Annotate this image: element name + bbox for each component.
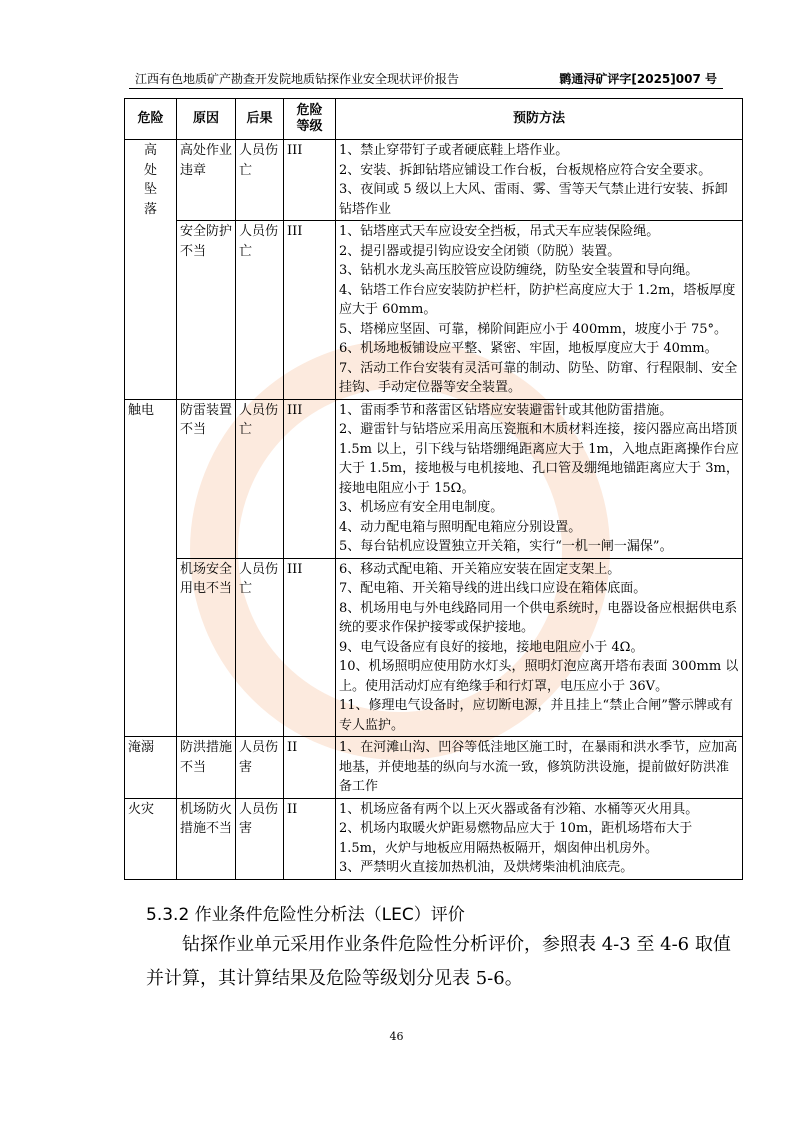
measure-item: 6、机场地板铺设应平整、紧密、牢固，地板厚度应大于 40mm。	[339, 341, 718, 356]
prevention-measures	[336, 399, 743, 558]
hazard-level: II	[284, 798, 336, 879]
prevention-measures	[336, 737, 743, 799]
hazard-level: III	[284, 140, 336, 221]
hazard-cause: 防雷装置不当	[177, 399, 236, 558]
hazard-category: 淹溺	[125, 737, 177, 799]
measure-item: 1、机场应备有两个以上灭火器或备有沙箱、水桶等灭火用具。	[339, 801, 699, 817]
col-header-level	[284, 99, 336, 140]
hazard-cause: 防洪措施不当	[177, 737, 236, 799]
hazard-category-char: 落	[143, 201, 157, 217]
measure-item: 2、机场内取暖火炉距易燃物品应大于 10m，距机场塔布大于 1.5m，火炉与地板应用隔热板隔开，烟囱伸出机房外。	[339, 821, 693, 856]
measure-item: 1、钻塔座式天车应设安全挡板，吊式天车应装保险绳。	[339, 224, 660, 239]
hazard-consequence: 人员伤亡	[236, 558, 284, 737]
hazard-level: III	[284, 221, 336, 400]
measure-item: 4、动力配电箱与照明配电箱应分别设置。	[339, 519, 582, 535]
measure-item: 8、机场用电与外电线路同用一个供电系统时，电器设备应根据供电系统的要求作保护接零或保护接地。	[339, 600, 738, 635]
hazard-cause: 机场防火措施不当	[177, 798, 236, 879]
prevention-measures	[336, 221, 743, 400]
hazard-level: III	[284, 558, 336, 737]
hazard-consequence: 人员伤亡	[236, 399, 284, 558]
measure-item: 6、移动式配电箱、开关箱应安装在固定支架上。	[339, 561, 621, 577]
page-header	[129, 68, 723, 89]
hazard-category-char: 处	[143, 162, 157, 178]
measure-item: 3、夜间或 5 级以上大风、雷雨、雾、雪等天气禁止进行安装、拆卸钻塔作业	[339, 182, 728, 217]
prevention-measures	[336, 558, 743, 737]
col-header-cause: 原因	[177, 99, 236, 140]
table-header-row	[125, 99, 743, 140]
header-org-title: 江西有色地质矿产勘查开发院地质钻探作业安全现状评价报告	[135, 72, 460, 86]
table-row	[125, 221, 743, 400]
hazard-cause: 机场安全用电不当	[177, 558, 236, 737]
measure-item: 1、在河滩山沟、凹谷等低洼地区施工时，在暴雨和洪水季节，应加高地基，并使地基的纵向与水流一致，修筑防洪设施，提前做好防洪准备工作	[339, 740, 738, 794]
hazard-consequence: 人员伤害	[236, 737, 284, 799]
prevention-measures	[336, 140, 743, 221]
col-header-consequence: 后果	[236, 99, 284, 140]
table-row	[125, 558, 743, 737]
hazard-consequence: 人员伤亡	[236, 140, 284, 221]
measure-item: 3、钻机水龙头高压胶管应设防缠绕，防坠安全装置和导向绳。	[339, 263, 699, 278]
table-row	[125, 737, 743, 799]
hazard-category: 火灾	[125, 798, 177, 879]
hazard-category-char: 坠	[143, 182, 157, 197]
measure-item: 9、电气设备应有良好的接地，接地电阻应小于 4Ω。	[339, 639, 644, 655]
measure-item: 2、避雷针与钻塔应采用高压瓷瓶和木质材料连接，接闪器应高出塔顶 1.5m 以上，引下线与钻塔绷绳距离应大于 1m，入地点距离操作台应大于 1.5m，接地极与电机接地、孔口管及绷绳地锚距离应大于 3m，接地电阻应小于 15Ω。	[339, 422, 739, 496]
table-row	[125, 798, 743, 879]
hazard-level: III	[284, 399, 336, 558]
measure-item: 10、机场照明应使用防水灯头，照明灯泡应离开塔布表面 300mm 以上。使用活动灯应有绝缘手和行灯罩，电压应小于 36V。	[339, 659, 739, 694]
hazard-category: 触电	[125, 399, 177, 737]
header-report-number: 鹮通浔矿评字[2025]007 号	[559, 72, 717, 86]
measure-item: 2、安装、拆卸钻塔应铺设工作台板，台板规格应符合安全要求。	[339, 162, 712, 178]
prevention-measures	[336, 798, 743, 879]
measure-item: 5、每台钻机应设置独立开关箱，实行“一机一闸一漏保”。	[339, 539, 673, 554]
hazard-cause: 高处作业违章	[177, 140, 236, 221]
hazard-consequence: 人员伤亡	[236, 221, 284, 400]
measure-item: 7、配电箱、开关箱导线的进出线口应设在箱体底面。	[339, 581, 647, 596]
measure-item: 1、禁止穿带钉子或者硬底鞋上塔作业。	[339, 143, 569, 158]
hazard-category	[125, 140, 177, 400]
col-header-level-text: 危险 等级	[296, 103, 323, 134]
table-row	[125, 140, 743, 221]
section-heading: 5.3.2 作业条件危险性分析法（LEC）评价	[146, 905, 465, 925]
hazard-cause: 安全防护不当	[177, 221, 236, 400]
measure-item: 1、雷雨季节和落雷区钻塔应安装避雷针或其他防雷措施。	[339, 402, 673, 418]
measure-item: 4、钻塔工作台应安装防护栏杆，防护栏高度应大于 1.2m，塔板厚度应大于 60mm。	[339, 282, 736, 317]
measure-item: 3、严禁明火直接加热机油，及烘烤柴油机油底壳。	[339, 860, 634, 875]
measure-item: 5、塔梯应坚固、可靠，梯阶间距应小于 400mm，坡度小于 75°。	[339, 321, 728, 337]
measure-item: 2、提引器或提引钩应设安全闭锁（防脱）装置。	[339, 243, 621, 259]
hazard-category-char: 高	[143, 143, 157, 158]
body-paragraph: 钻探作业单元采用作业条件危险性分析评价，参照表 4-3 至 4-6 取值并计算，其计算结果及危险等级划分见表 5-6。	[146, 934, 731, 989]
page-number: 46	[389, 1030, 404, 1043]
hazard-level: II	[284, 737, 336, 799]
measure-item: 3、机场应有安全用电制度。	[339, 500, 504, 515]
measure-item: 11、修理电气设备时，应切断电源，并且挂上“禁止合闸”警示牌或有专人监护。	[339, 698, 733, 733]
table-row	[125, 399, 743, 558]
hazard-consequence: 人员伤害	[236, 798, 284, 879]
col-header-hazard: 危险	[125, 99, 177, 140]
measure-item: 7、活动工作台安装有灵活可靠的制动、防坠、防窜、行程限制、安全挂钩、手动定位器等安全装置。	[339, 360, 738, 395]
col-header-measures: 预防方法	[336, 99, 743, 140]
hazard-table	[124, 98, 743, 880]
